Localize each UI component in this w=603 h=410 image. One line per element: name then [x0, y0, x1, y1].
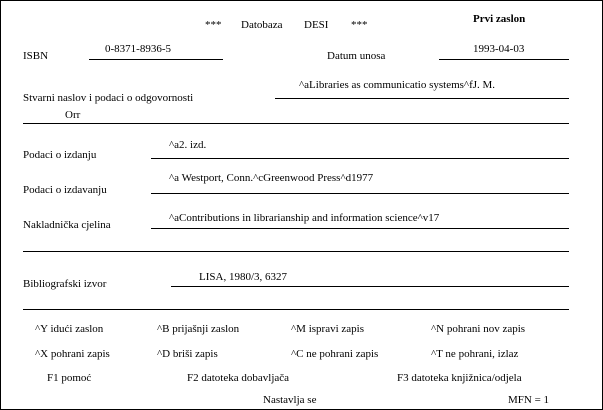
isbn-underline [89, 59, 223, 60]
command-previous-screen: ^B prijašnji zaslon [157, 323, 240, 335]
series-field[interactable]: ^aContributions in librarianship and information science^v17 [169, 212, 440, 224]
edition-label: Podaci o izdanju [23, 149, 97, 161]
publication-label: Podaci o izdavanju [23, 184, 107, 196]
title-field-continuation[interactable]: Orr [65, 109, 81, 121]
title-label: Stvarni naslov i podaci o odgovornosti [23, 92, 194, 104]
command-delete-record: ^D briši zapis [157, 348, 218, 360]
header-stars-left: *** [205, 19, 222, 31]
command-discard-exit: ^T ne pohrani, izlaz [431, 348, 519, 360]
database-label: Datobaza [241, 19, 283, 31]
command-next-screen: ^Y idući zaslon [35, 323, 104, 335]
command-edit-record: ^M ispravi zapis [291, 323, 364, 335]
publication-field[interactable]: ^a Westport, Conn.^cGreenwood Press^d1977 [169, 172, 374, 184]
series-continuation-underline [23, 251, 569, 252]
date-label: Datum unosa [327, 50, 386, 62]
title-continuation-underline [23, 123, 569, 124]
fkey-help: F1 pomoć [47, 372, 92, 384]
source-underline [171, 286, 569, 287]
command-save-record: ^X pohrani zapis [35, 348, 110, 360]
edition-underline [151, 158, 569, 159]
source-label: Bibliografski izvor [23, 278, 107, 290]
fkey-library-file: F3 datoteka knjižnica/odjela [397, 372, 522, 384]
series-label: Nakladnička cjelina [23, 219, 111, 231]
header-stars-right: *** [351, 19, 368, 31]
title-field[interactable]: ^aLibraries as communicatio systems^fJ. M. [299, 79, 496, 91]
title-underline [275, 98, 569, 99]
database-name: DESI [304, 19, 329, 31]
source-field[interactable]: LISA, 1980/3, 6327 [199, 271, 287, 283]
isbn-label: ISBN [23, 50, 49, 62]
series-underline [151, 228, 569, 229]
mfn-counter: MFN = 1 [508, 394, 550, 406]
publication-underline [151, 193, 569, 194]
edition-field[interactable]: ^a2. izd. [169, 139, 207, 151]
status-message: Nastavlja se [263, 394, 317, 406]
source-continuation-underline [23, 309, 569, 310]
screen-title: Prvi zaslon [473, 13, 526, 25]
date-underline [439, 59, 569, 60]
command-discard-record: ^C ne pohrani zapis [291, 348, 379, 360]
date-field[interactable]: 1993-04-03 [473, 43, 525, 55]
command-save-new-record: ^N pohrani nov zapis [431, 323, 526, 335]
isbn-field[interactable]: 0-8371-8936-5 [105, 43, 171, 55]
fkey-supplier-file: F2 datoteka dobavljača [187, 372, 290, 384]
